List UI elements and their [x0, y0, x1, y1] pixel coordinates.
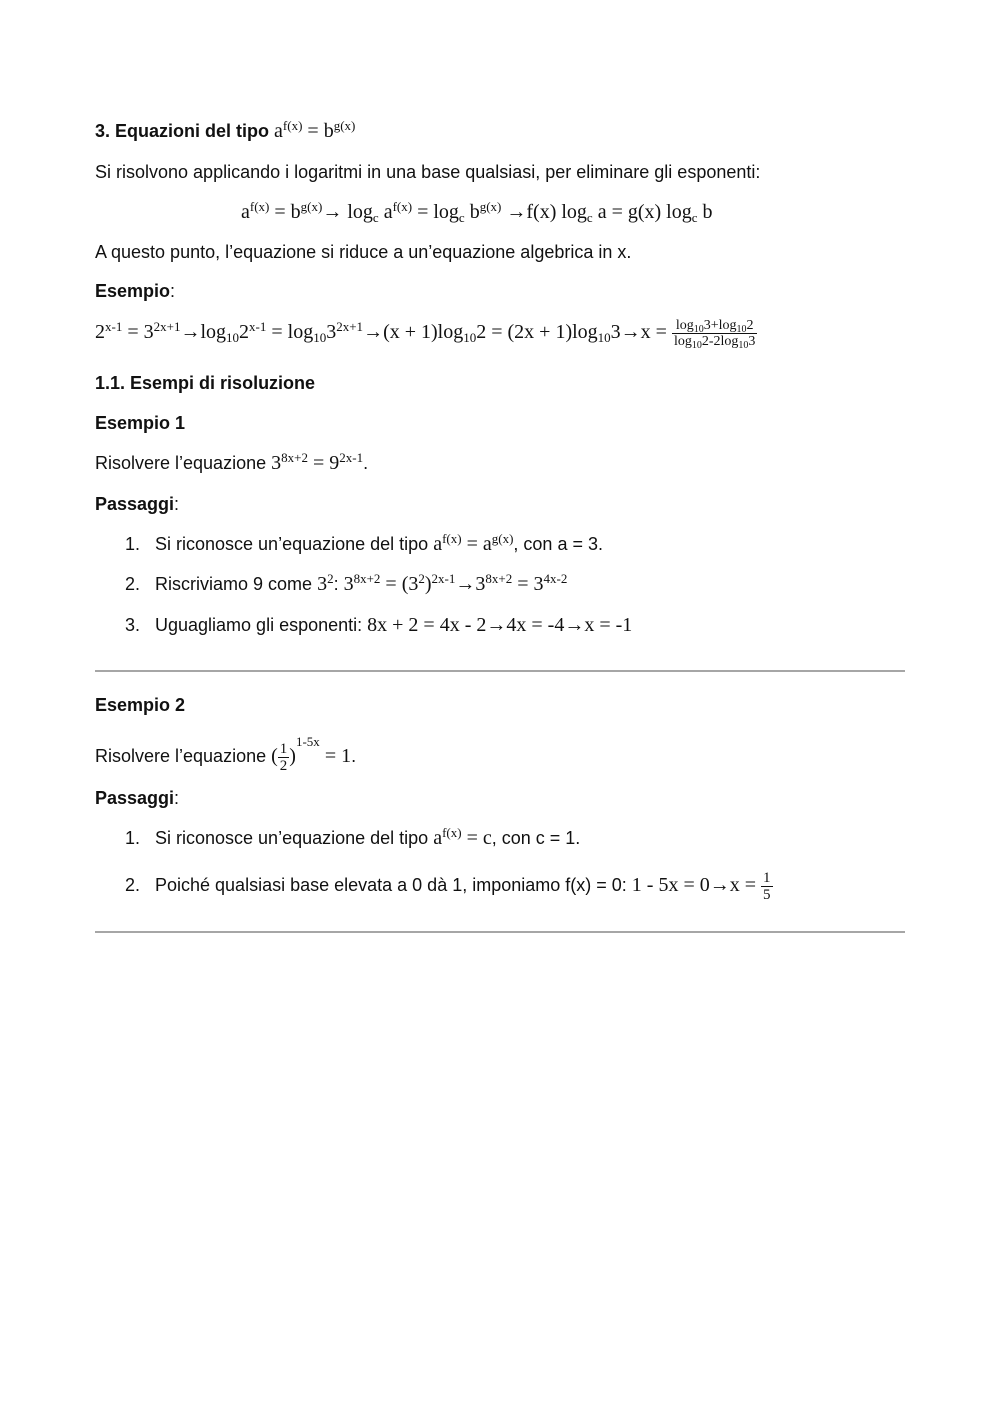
esempio-2-step-2: 2. Poiché qualsiasi base elevata a 0 dà 1, imponiamo f(x) = 0: 1 - 5x = 0→x = $\frac{1}{5}$: [125, 870, 771, 903]
section-3-title: 3. Equazioni del tipo: [95, 121, 270, 141]
section-1-1-heading: 1.1. Esempi di risoluzione: [95, 373, 316, 393]
esempio-1-steps-label: Passaggi:: [95, 494, 180, 514]
heading-formula: $a^{f(x)} = b^{g(x)}$: [274, 118, 356, 142]
esempio-2-step-1: 1. Si riconosce un’equazione del tipo $a^{f(x)} = c$, con c = 1.: [125, 825, 581, 849]
esempio-1-step-3: 3. Uguagliamo gli esponenti: 8x + 2 = 4x - 2→4x = -4→x = -1: [125, 614, 633, 636]
esempio-1-label: Esempio 1: [95, 413, 186, 433]
esempio-2-equation: ( $\frac{1}{2}$ )$^{1-5x}$ = 1: [271, 734, 352, 774]
section-3-after: A questo punto, l’equazione si riduce a un’equazione algebrica in x.: [95, 242, 632, 262]
example-formula: $2^{x-1} = 3^{2x+1}\to\log_{10}2^{x-1} = \log_{10}3^{2x+1}\to(x + 1)\log_{10}2 = (2x + 1)\log_{10}3\to x$ = $\frac{\log_{10}3+\log_{10}2}{\log_{10}2-2\log_{10}3}$: [95, 318, 756, 351]
esempio-2-steps-label: Passaggi:: [95, 788, 180, 808]
esempio-1-equation: $3^{8x+2} = 9^{2x-1}$: [271, 450, 364, 474]
log-transform-formula: $a^{f(x)} = b^{g(x)}\to \log_c a^{f(x)} = \log_c b^{g(x)} \to f(x)$ $\log_c a = g(x)$ $\log_c b$: [241, 199, 713, 225]
esempio-1-step-1: 1. Si riconosce un’equazione del tipo $a^{f(x)} = a^{g(x)}$, con a = 3.: [125, 531, 603, 555]
divider-1: [95, 670, 905, 672]
esempio-1-step-2: 2. Riscriviamo 9 come $3^2$: $3^{8x+2} = (3^2)^{2x-1}\to 3^{8x+2} = 3^{4x-2}$: [125, 571, 568, 595]
section-3-intro: Si risolvono applicando i logaritmi in una base qualsiasi, per eliminare gli esponenti:: [95, 162, 761, 182]
esempio-1-statement: Risolvere l’equazione $3^{8x+2} = 9^{2x-1}$.: [95, 450, 369, 474]
esempio-2-label: Esempio 2: [95, 695, 186, 715]
example-label: Esempio:: [95, 281, 176, 301]
example-fraction: $\frac{\log_{10}3+\log_{10}2}{\log_{10}2-2\log_{10}3}$: [673, 318, 756, 351]
section-3-heading: [95, 119, 355, 143]
esempio-2-statement: Risolvere l’equazione ( $\frac{1}{2}$ )$^{1-5x}$ = 1.: [95, 734, 357, 774]
divider-2: [95, 931, 905, 933]
